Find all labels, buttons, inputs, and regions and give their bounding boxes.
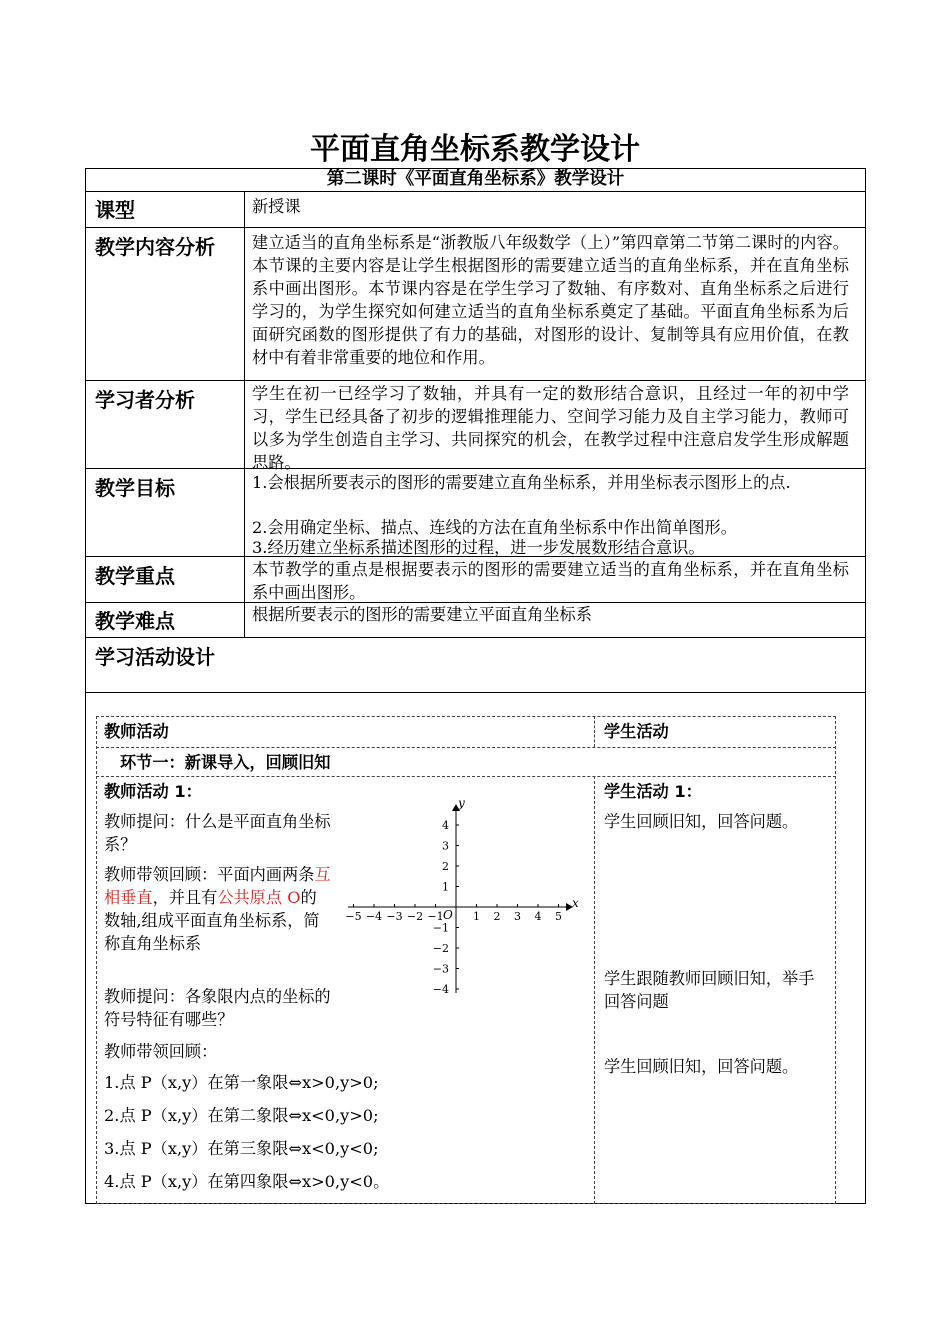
y-tick-label: 1 bbox=[442, 880, 449, 894]
x-tick-label: −5 bbox=[345, 910, 362, 923]
x-axis-label: x bbox=[572, 896, 579, 910]
y-axis-label: y bbox=[458, 796, 465, 810]
quadrant-rule-2: 2.点 P（x,y）在第二象限⇔x<0,y>0; bbox=[104, 1106, 379, 1125]
review-text-c: 的数轴,组成平面直角坐标系，简称直角坐标系 bbox=[104, 888, 320, 953]
student-response-1: 学生回顾旧知，回答问题。 bbox=[604, 812, 799, 831]
student-activity-1-label: 学生活动 1： bbox=[604, 782, 702, 801]
difficulty-label: 教学难点 bbox=[95, 609, 175, 633]
review-text-b: ，并且有 bbox=[152, 888, 218, 907]
teaching-goal-1: 1.会根据所要表示的图形的需要建立直角坐标系，并用坐标表示图形上的点. bbox=[252, 473, 791, 492]
key-point-label: 教学重点 bbox=[95, 564, 175, 588]
review-highlight-origin: 公共原点 O bbox=[217, 888, 301, 907]
x-tick-label: 3 bbox=[514, 910, 521, 923]
teaching-goal-2: 2.会用确定坐标、描点、连线的方法在直角坐标系中作出简单图形。 bbox=[252, 518, 737, 537]
table-header: 第二课时《平面直角坐标系》教学设计 bbox=[326, 169, 625, 189]
x-tick-label: −2 bbox=[406, 910, 424, 923]
teacher-review-1 bbox=[104, 863, 332, 955]
x-tick-label: −4 bbox=[365, 910, 383, 923]
document-title: 平面直角坐标系教学设计 bbox=[310, 132, 640, 167]
x-tick-label: −1 bbox=[427, 910, 444, 923]
student-activity-header: 学生活动 bbox=[604, 722, 669, 741]
origin-label: O bbox=[443, 908, 453, 922]
content-analysis-label: 教学内容分析 bbox=[95, 235, 215, 259]
quadrant-rule-1: 1.点 P（x,y）在第一象限⇔x>0,y>0; bbox=[104, 1073, 379, 1092]
teacher-activity-header: 教师活动 bbox=[104, 722, 169, 741]
y-tick-label: 3 bbox=[442, 839, 449, 853]
review-text-a: 教师带领回顾：平面内画两条 bbox=[104, 865, 315, 884]
review-highlight-perpendicular: 互相垂直 bbox=[104, 865, 331, 907]
quadrant-rule-3: 3.点 P（x,y）在第三象限⇔x<0,y<0; bbox=[104, 1139, 379, 1158]
type-value: 新授课 bbox=[252, 197, 301, 216]
teaching-goal-label: 教学目标 bbox=[95, 476, 175, 500]
student-response-2: 学生跟随教师回顾旧知，举手回答问题 bbox=[604, 969, 815, 1011]
y-tick-label: −2 bbox=[432, 942, 449, 955]
key-point-value: 本节教学的重点是根据要表示的图形的需要建立适当的直角坐标系，并在直角坐标系中画出图形。 bbox=[252, 560, 849, 602]
coordinate-plane-figure bbox=[340, 795, 590, 1000]
quadrant-rule-4: 4.点 P（x,y）在第四象限⇔x>0,y<0。 bbox=[104, 1172, 390, 1191]
y-tick-label: −4 bbox=[432, 983, 449, 996]
learner-analysis-value: 学生在初一已经学习了数轴，并具有一定的数形结合意识，且经过一年的初中学习，学生已经具备了初步的逻辑推理能力、空间学习能力及自主学习能力，教师可以多为学生创造自主学习、共同探究的机会，在教学过程中注意启发学生形成解题思路。 bbox=[252, 384, 849, 472]
type-label: 课型 bbox=[95, 198, 135, 222]
x-tick-label: 1 bbox=[473, 910, 480, 923]
difficulty-value: 根据所要表示的图形的需要建立平面直角坐标系 bbox=[252, 605, 592, 624]
learner-analysis-label: 学习者分析 bbox=[95, 388, 195, 412]
x-tick-label: 4 bbox=[534, 910, 542, 923]
content-analysis-value: 建立适当的直角坐标系是“浙教版八年级数学（上）”第四章第二节第二课时的内容。本节课的主要内容是让学生根据图形的需要建立适当的直角坐标系，并在直角坐标系中画出图形。本节课内容是在学生学习了数轴、有序数对、直角坐标系之后进行学习的，为学生探究如何建立适当的直角坐标系奠定了基础。平面直角坐标系为后面研究函数的图形提供了有力的基础，对图形的设计、复制等具有应用价值，在教材中有着非常重要的地位和作用。 bbox=[252, 233, 849, 367]
teacher-review-2: 教师带领回顾： bbox=[104, 1042, 218, 1061]
y-tick-label: −1 bbox=[432, 921, 449, 935]
teaching-goal-3: 3.经历建立坐标系描述图形的过程，进一步发展数形结合意识。 bbox=[252, 538, 705, 557]
section-title: 环节一：新课导入，回顾旧知 bbox=[120, 753, 331, 772]
activity-design-label: 学习活动设计 bbox=[95, 645, 215, 669]
teacher-question-1: 教师提问：什么是平面直角坐标系？ bbox=[104, 812, 331, 854]
x-tick-label: −3 bbox=[386, 910, 403, 923]
teacher-activity-1-label: 教师活动 1： bbox=[104, 782, 202, 801]
student-response-3: 学生回顾旧知，回答问题。 bbox=[604, 1057, 799, 1076]
y-tick-label: 4 bbox=[442, 819, 449, 832]
teacher-question-2: 教师提问：各象限内点的坐标的符号特征有哪些？ bbox=[104, 987, 331, 1029]
y-tick-label: 2 bbox=[442, 860, 449, 873]
x-tick-label: 2 bbox=[493, 910, 501, 923]
y-tick-label: −3 bbox=[432, 962, 449, 976]
x-tick-label: 5 bbox=[555, 910, 562, 923]
